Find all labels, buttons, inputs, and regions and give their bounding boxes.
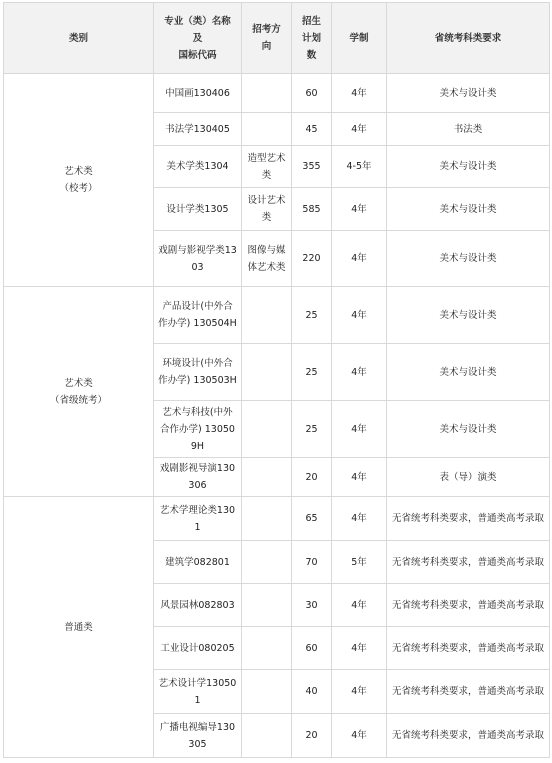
plan-cell: 25 (292, 287, 332, 344)
plan-cell: 20 (292, 714, 332, 758)
direction-cell (242, 458, 292, 497)
duration-cell: 5年 (332, 541, 387, 584)
direction-cell: 图像与媒体艺术类 (242, 231, 292, 287)
requirement-cell: 无省统考科类要求，普通类高考录取 (387, 584, 550, 627)
direction-cell (242, 287, 292, 344)
direction-cell (242, 584, 292, 627)
direction-cell (242, 113, 292, 146)
plan-cell: 65 (292, 497, 332, 541)
major-cell: 产品设计(中外合作办学) 130504H (154, 287, 242, 344)
requirement-cell: 美术与设计类 (387, 231, 550, 287)
requirement-cell: 美术与设计类 (387, 344, 550, 401)
duration-cell: 4年 (332, 458, 387, 497)
plan-cell: 20 (292, 458, 332, 497)
major-cell: 环境设计(中外合作办学) 130503H (154, 344, 242, 401)
plan-cell: 355 (292, 146, 332, 188)
requirement-cell: 无省统考科类要求，普通类高考录取 (387, 670, 550, 714)
table-header (4, 3, 550, 74)
plan-cell: 25 (292, 344, 332, 401)
direction-cell (242, 714, 292, 758)
plan-cell: 60 (292, 627, 332, 670)
requirement-cell: 美术与设计类 (387, 146, 550, 188)
major-cell: 戏剧影视导演130306 (154, 458, 242, 497)
major-cell: 书法学130405 (154, 113, 242, 146)
requirement-cell: 无省统考科类要求，普通类高考录取 (387, 714, 550, 758)
duration-cell: 4年 (332, 584, 387, 627)
major-cell: 艺术学理论类1301 (154, 497, 242, 541)
header-plan: 招生 计划 数 (292, 3, 332, 74)
direction-cell (242, 344, 292, 401)
requirement-cell: 美术与设计类 (387, 401, 550, 458)
duration-cell: 4年 (332, 74, 387, 113)
major-cell: 工业设计080205 (154, 627, 242, 670)
direction-cell (242, 74, 292, 113)
category-cell: 艺术类 （校考） (4, 74, 154, 287)
duration-cell: 4年 (332, 714, 387, 758)
major-cell: 建筑学082801 (154, 541, 242, 584)
requirement-cell: 美术与设计类 (387, 74, 550, 113)
major-cell: 戏剧与影视学类1303 (154, 231, 242, 287)
plan-cell: 30 (292, 584, 332, 627)
plan-cell: 60 (292, 74, 332, 113)
requirement-cell: 无省统考科类要求，普通类高考录取 (387, 541, 550, 584)
requirement-cell: 无省统考科类要求，普通类高考录取 (387, 627, 550, 670)
direction-cell (242, 627, 292, 670)
header-duration: 学制 (332, 3, 387, 74)
requirement-cell: 书法类 (387, 113, 550, 146)
header-major: 专业（类）名称 及 国标代码 (154, 3, 242, 74)
direction-cell (242, 670, 292, 714)
plan-cell: 25 (292, 401, 332, 458)
table-row (4, 74, 550, 113)
table-row (4, 287, 550, 344)
duration-cell: 4年 (332, 401, 387, 458)
direction-cell (242, 401, 292, 458)
major-cell: 风景园林082803 (154, 584, 242, 627)
major-cell: 中国画130406 (154, 74, 242, 113)
plan-cell: 585 (292, 188, 332, 231)
major-cell: 艺术设计学130501 (154, 670, 242, 714)
duration-cell: 4年 (332, 231, 387, 287)
major-cell: 艺术与科技(中外合作办学) 130509H (154, 401, 242, 458)
header-direction: 招考方 向 (242, 3, 292, 74)
direction-cell: 造型艺术类 (242, 146, 292, 188)
direction-cell (242, 497, 292, 541)
plan-cell: 220 (292, 231, 332, 287)
requirement-cell: 美术与设计类 (387, 287, 550, 344)
duration-cell: 4年 (332, 670, 387, 714)
category-cell: 艺术类 （省级统考） (4, 287, 154, 497)
requirement-cell: 无省统考科类要求，普通类高考录取 (387, 497, 550, 541)
major-cell: 美术学类1304 (154, 146, 242, 188)
duration-cell: 4年 (332, 497, 387, 541)
category-cell: 普通类 (4, 497, 154, 758)
plan-cell: 45 (292, 113, 332, 146)
duration-cell: 4年 (332, 113, 387, 146)
major-cell: 广播电视编导130305 (154, 714, 242, 758)
header-row (4, 3, 550, 74)
requirement-cell: 美术与设计类 (387, 188, 550, 231)
duration-cell: 4年 (332, 188, 387, 231)
direction-cell (242, 541, 292, 584)
major-cell: 设计学类1305 (154, 188, 242, 231)
admissions-table (3, 2, 550, 758)
header-category: 类别 (4, 3, 154, 74)
direction-cell: 设计艺术类 (242, 188, 292, 231)
duration-cell: 4-5年 (332, 146, 387, 188)
duration-cell: 4年 (332, 344, 387, 401)
requirement-cell: 表（导）演类 (387, 458, 550, 497)
plan-cell: 40 (292, 670, 332, 714)
header-requirement: 省统考科类要求 (387, 3, 550, 74)
plan-cell: 70 (292, 541, 332, 584)
duration-cell: 4年 (332, 287, 387, 344)
table-body (4, 74, 550, 758)
table-row (4, 497, 550, 541)
duration-cell: 4年 (332, 627, 387, 670)
